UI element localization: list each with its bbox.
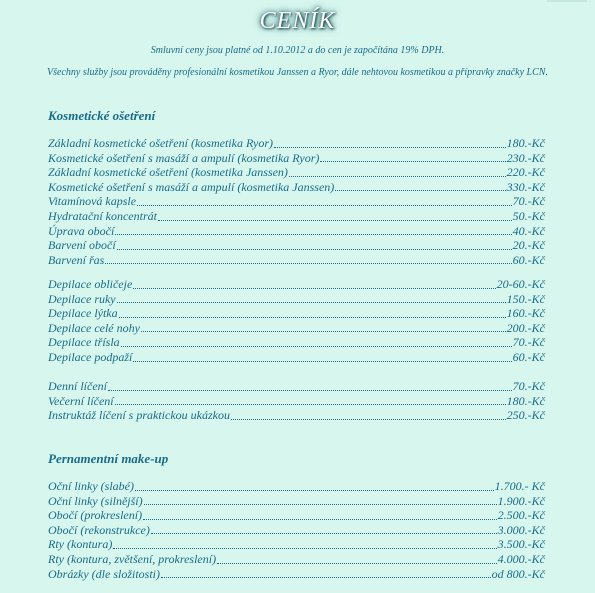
- service-price: 50.-Kč: [512, 208, 545, 223]
- price-row: [48, 479, 545, 494]
- service-price: 3.500.-Kč: [497, 537, 545, 552]
- price-list-permanent-makeup: [48, 479, 545, 581]
- section-title-permanent-makeup: Pernamentní make-up: [48, 451, 169, 466]
- dot-leader: [133, 361, 511, 362]
- service-price: 4.000.-Kč: [497, 551, 545, 566]
- dot-leader: [217, 563, 497, 564]
- service-name: Oční linky (silnější): [48, 493, 143, 508]
- service-price: 250.-Kč: [506, 408, 545, 423]
- service-price: 20-60.-Kč: [496, 277, 545, 291]
- section-title-cosmetic: Kosmetické ošetření: [48, 108, 156, 123]
- price-row: [48, 277, 545, 292]
- service-price: 330.-Kč: [506, 179, 545, 194]
- price-row: [48, 350, 545, 365]
- service-name: Depilace ruky: [48, 291, 116, 306]
- service-name: Depilace lýtka: [48, 306, 118, 321]
- service-price: 3.000.-Kč: [497, 522, 545, 537]
- price-row: [48, 408, 545, 423]
- price-row: [48, 508, 545, 523]
- service-price: 60.-Kč: [512, 349, 545, 364]
- dot-leader: [119, 317, 506, 318]
- service-price: 2.500.-Kč: [497, 508, 545, 523]
- price-row: [48, 151, 545, 166]
- service-price: 70.-Kč: [512, 379, 545, 393]
- service-name: Denní líčení: [48, 379, 107, 393]
- service-name: Vitamínová kapsle: [48, 194, 137, 209]
- price-row: [48, 292, 545, 307]
- price-row: [48, 136, 545, 151]
- service-name: Depilace celé nohy: [48, 320, 140, 335]
- dot-leader: [133, 288, 495, 289]
- price-list-cosmetic: [48, 136, 545, 267]
- price-row: [48, 306, 545, 321]
- top-right-decoration: [547, 0, 587, 2]
- service-name: Oční linky (slabé): [48, 479, 134, 493]
- service-name: Rty (kontura): [48, 537, 113, 552]
- brands-note: Všechny služby jsou prováděny profesionální kosmetikou Janssen a Ryor, dále nehtovou kosmetikou a přípravky značky LCN.: [47, 67, 548, 78]
- validity-note: Smluvní ceny jsou platné od 1.10.2012 a do cen je započítána 19% DPH.: [150, 45, 445, 56]
- service-price: 60.-Kč: [512, 252, 545, 267]
- dot-leader: [144, 504, 497, 505]
- service-name: Obočí (rekonstrukce): [48, 522, 150, 537]
- price-row: [48, 321, 545, 336]
- service-price: 1.900.-Kč: [497, 493, 545, 508]
- service-name: Barvení obočí: [48, 238, 116, 253]
- service-name: Depilace třísla: [48, 335, 120, 350]
- price-list-makeup: [48, 379, 545, 423]
- service-price: 70.-Kč: [512, 335, 545, 350]
- service-price: 70.-Kč: [512, 194, 545, 209]
- dot-leader: [143, 519, 497, 520]
- price-row: [48, 537, 545, 552]
- page-title-container: [0, 6, 595, 37]
- dot-leader: [320, 161, 505, 162]
- price-row: [48, 253, 545, 268]
- dot-leader: [274, 147, 506, 148]
- price-row: [48, 238, 545, 253]
- service-price: 1.700.- Kč: [494, 479, 545, 493]
- service-name: Instruktáž líčení s praktickou ukázkou: [48, 408, 230, 423]
- price-list-depilation: [48, 277, 545, 365]
- dot-leader: [108, 390, 512, 391]
- price-row: [48, 180, 545, 195]
- service-name: Kosmetické ošetření s masáží a ampulí (kosmetika Ryor): [48, 150, 320, 165]
- service-name: Základní kosmetické ošetření (kosmetika Janssen): [48, 165, 288, 180]
- price-row: [48, 379, 545, 394]
- service-name: Obočí (prokreslení): [48, 508, 143, 523]
- dot-leader: [231, 419, 506, 420]
- price-row: [48, 335, 545, 350]
- service-price: 40.-Kč: [512, 223, 545, 238]
- dot-leader: [115, 234, 511, 235]
- dot-leader: [158, 220, 512, 221]
- dot-leader: [141, 331, 506, 332]
- service-name: Kosmetické ošetření s masáží a ampulí (kosmetika Janssen): [48, 179, 335, 194]
- page-title: CENÍK: [259, 8, 336, 34]
- price-row: [48, 523, 545, 538]
- dot-leader: [121, 346, 512, 347]
- service-price: 230.-Kč: [506, 150, 545, 165]
- service-name: Obrázky (dle složitosti): [48, 566, 160, 581]
- service-name: Barvení řas: [48, 252, 105, 267]
- price-row: [48, 494, 545, 509]
- service-price: 20.-Kč: [512, 238, 545, 253]
- service-name: Depilace podpaží: [48, 349, 133, 364]
- price-row: [48, 224, 545, 239]
- service-name: Večerní líčení: [48, 393, 114, 408]
- service-price: 200.-Kč: [506, 320, 545, 335]
- service-price: 220.-Kč: [506, 165, 545, 180]
- price-row: [48, 552, 545, 567]
- price-row: [48, 209, 545, 224]
- service-price: 150.-Kč: [506, 291, 545, 306]
- service-name: Depilace obličeje: [48, 277, 133, 291]
- price-row: [48, 165, 545, 180]
- service-name: Základní kosmetické ošetření (kosmetika Ryor): [48, 136, 274, 150]
- dot-leader: [113, 548, 496, 549]
- dot-leader: [151, 533, 497, 534]
- service-price: 160.-Kč: [506, 306, 545, 321]
- dot-leader: [289, 176, 506, 177]
- service-name: Hydratační koncentrát: [48, 208, 157, 223]
- dot-leader: [161, 577, 491, 578]
- price-row: [48, 567, 545, 582]
- dot-leader: [117, 302, 506, 303]
- price-row: [48, 394, 545, 409]
- service-price: od 800.-Kč: [491, 566, 545, 581]
- service-price: 180.-Kč: [506, 393, 545, 408]
- dot-leader: [117, 249, 512, 250]
- price-row: [48, 194, 545, 209]
- dot-leader: [137, 205, 512, 206]
- service-name: Úprava obočí: [48, 223, 115, 238]
- dot-leader: [135, 490, 494, 491]
- dot-leader: [335, 190, 505, 191]
- dot-leader: [105, 263, 511, 264]
- dot-leader: [115, 404, 506, 405]
- service-price: 180.-Kč: [506, 136, 545, 150]
- service-name: Rty (kontura, zvětšení, prokreslení): [48, 551, 217, 566]
